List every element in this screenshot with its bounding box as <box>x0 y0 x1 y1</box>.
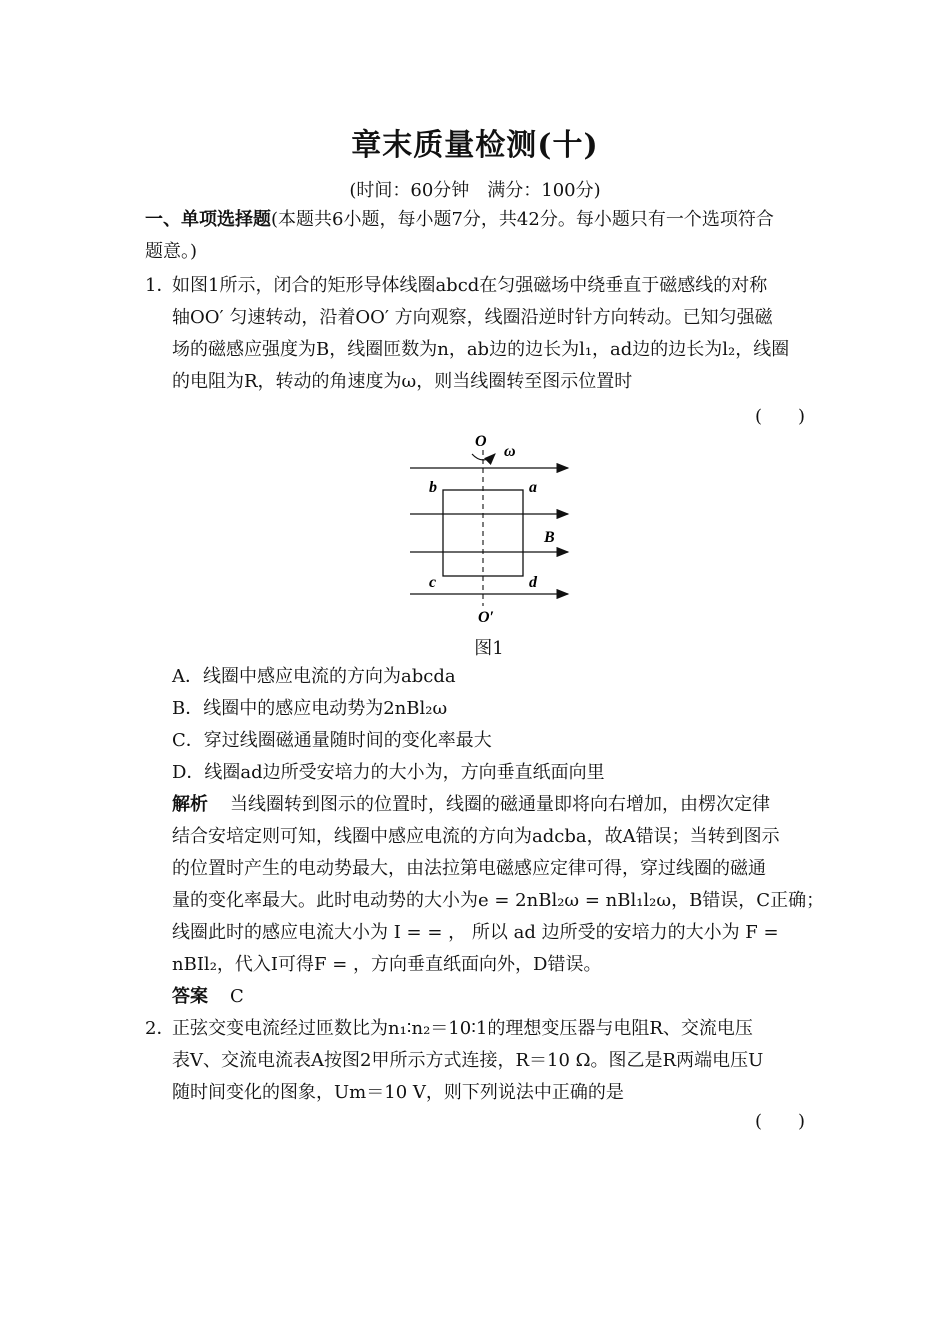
q1-analysis-line4: 量的变化率最大。此时电动势的大小为e = 2nBl₂ω = nBl₁l₂ω，B错误，C正确； <box>172 890 825 911</box>
q1-option-d: D．线圈ad边所受安培力的大小为，方向垂直纸面向里 <box>172 762 605 783</box>
q1-answer-bracket: ( ) <box>755 406 806 427</box>
q1-analysis-line3: 的位置时产生的电动势最大，由法拉第电磁感应定律可得，穿过线圈的磁通 <box>172 858 766 879</box>
answer-label: 答案 <box>172 986 208 1007</box>
label-O: O <box>475 433 487 450</box>
page-title: 章末质量检测(十) <box>351 128 599 163</box>
q1-analysis-line1 <box>172 789 770 821</box>
q2-stem-line1: 正弦交变电流经过匝数比为n₁∶n₂＝10∶1的理想变压器与电阻R、交流电压 <box>172 1018 753 1039</box>
q1-stem-line4: 的电阻为R，转动的角速度为ω，则当线圈转至图示位置时 <box>172 371 633 392</box>
q1-stem-line3: 场的磁感应强度为B，线圈匝数为n，ab边的边长为l₁，ad边的边长为l₂，线圈 <box>172 339 790 360</box>
answer-value: C <box>230 986 244 1007</box>
q1-analysis-line2: 结合安培定则可知，线圈中感应电流的方向为adcba，故A错误；当转到图示 <box>172 826 780 847</box>
analysis-label: 解析 <box>172 794 208 815</box>
page-subtitle: (时间：60分钟 满分：100分) <box>349 180 601 201</box>
q1-analysis-line5: 线圈此时的感应电流大小为 I = = ， 所以 ad 边所受的安培力的大小为 F = <box>172 922 779 943</box>
figure-1-caption: 图1 <box>474 638 504 659</box>
q2-stem-line3: 随时间变化的图象，Um＝10 V，则下列说法中正确的是 <box>172 1082 624 1103</box>
q1-answer-line <box>172 981 244 1013</box>
figure-1-diagram <box>400 428 580 628</box>
label-O-prime: O′ <box>478 609 495 626</box>
section-heading-line <box>145 204 774 236</box>
label-b: b <box>429 479 437 496</box>
q1-number: 1． <box>145 275 175 296</box>
q1-analysis-line6: nBIl₂，代入I可得F = ，方向垂直纸面向外，D错误。 <box>172 954 602 975</box>
q2-stem-line2: 表V、交流电流表A按图2甲所示方式连接，R＝10 Ω。图乙是R两端电压U <box>172 1050 764 1071</box>
q2-number: 2． <box>145 1018 175 1039</box>
label-c: c <box>429 574 437 591</box>
analysis-text-1: 当线圈转到图示的位置时，线圈的磁通量即将向右增加，由楞次定律 <box>230 794 770 815</box>
q1-stem-line1: 如图1所示，闭合的矩形导体线圈abcd在匀强磁场中绕垂直于磁感线的对称 <box>172 275 768 296</box>
section-heading: 一、单项选择题 <box>145 209 271 230</box>
q1-option-b: B．线圈中的感应电动势为2nBl₂ω <box>172 698 448 719</box>
section-description: (本题共6小题，每小题7分，共42分。每小题只有一个选项符合 <box>271 209 774 230</box>
section-description-cont: 题意。) <box>145 241 198 262</box>
q2-answer-bracket: ( ) <box>755 1111 806 1132</box>
q1-stem-line2: 轴OO′ 匀速转动，沿着OO′ 方向观察，线圈沿逆时针方向转动。已知匀强磁 <box>172 307 773 328</box>
label-omega: ω <box>504 443 516 460</box>
q1-option-a: A．线圈中感应电流的方向为abcda <box>172 666 456 687</box>
q1-option-c: C．穿过线圈磁通量随时间的变化率最大 <box>172 730 492 751</box>
label-a: a <box>529 479 537 496</box>
label-B: B <box>544 529 555 546</box>
label-d: d <box>529 574 537 591</box>
